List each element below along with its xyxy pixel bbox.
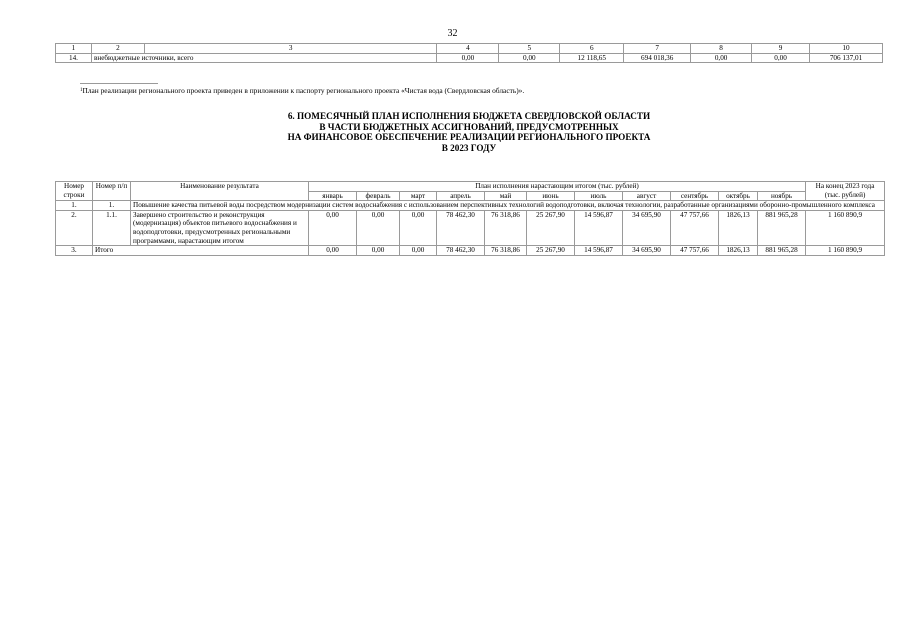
year-end-value: 1 160 890,9: [806, 246, 885, 256]
value-cell: 47 757,66: [671, 246, 719, 256]
value-cell: 0,00: [309, 246, 357, 256]
header-pp: Номер п/п: [93, 182, 131, 201]
month-header: январь: [309, 191, 357, 201]
table-row-total: [56, 246, 885, 256]
header-cell: 7: [624, 44, 691, 54]
value-cell: 0,00: [357, 246, 400, 256]
header-row-number: Номер строки: [56, 182, 93, 201]
table-cell: 694 018,36: [624, 53, 691, 63]
footnote: [80, 86, 524, 95]
row-number: 1.: [56, 201, 93, 211]
month-header: октябрь: [719, 191, 758, 201]
month-header: июнь: [527, 191, 575, 201]
row-pp: 1.: [93, 201, 131, 211]
value-cell: 34 695,90: [623, 246, 671, 256]
header-cell: 9: [752, 44, 810, 54]
month-header: февраль: [357, 191, 400, 201]
table-cell: внебюджетные источники, всего: [91, 53, 437, 63]
header-result-name: Наименование результата: [131, 182, 309, 201]
total-label: Итого: [93, 246, 309, 256]
header-cell: 3: [144, 44, 437, 54]
header-cell: 6: [560, 44, 624, 54]
value-cell: 14 596,87: [575, 246, 623, 256]
value-cell: 76 318,86: [485, 210, 527, 245]
header-cell: 5: [499, 44, 560, 54]
value-cell: 78 462,30: [437, 246, 485, 256]
table-cell: 0,00: [499, 53, 560, 63]
value-cell: 881 965,28: [758, 210, 806, 245]
monthly-plan-table: [55, 181, 885, 256]
table-cell: 706 137,01: [809, 53, 882, 63]
table-header-row: [56, 44, 883, 54]
table-row: [56, 210, 885, 245]
header-year-end: На конец 2023 года (тыс. рублей): [806, 182, 885, 201]
header-cell: 8: [691, 44, 752, 54]
heading-line: НА ФИНАНСОВОЕ ОБЕСПЕЧЕНИЕ РЕАЛИЗАЦИИ РЕГИОНАЛЬНОГО ПРОЕКТА: [287, 132, 651, 143]
table-row: [56, 53, 883, 63]
year-end-value: 1 160 890,9: [806, 210, 885, 245]
heading-line: 6. ПОМЕСЯЧНЫЙ ПЛАН ИСПОЛНЕНИЯ БЮДЖЕТА СВЕРДЛОВСКОЙ ОБЛАСТИ: [287, 111, 651, 121]
row-number: 3.: [56, 246, 93, 256]
table-cell: 0,00: [437, 53, 499, 63]
month-header: ноябрь: [758, 191, 806, 201]
value-cell: 0,00: [357, 210, 400, 245]
header-cell: 10: [809, 44, 882, 54]
result-name: Завершено строительство и реконструкция (модернизация) объектов питьевого водоснабжения и водоподготовки, предусмотренных региональными программами, нарастающим итогом: [131, 210, 309, 245]
continuation-table: [55, 43, 883, 63]
heading-line: В ЧАСТИ БЮДЖЕТНЫХ АССИГНОВАНИЙ, ПРЕДУСМОТРЕННЫХ: [319, 121, 619, 132]
row-number: 2.: [56, 210, 93, 245]
month-header: сентябрь: [671, 191, 719, 201]
header-cell: 2: [91, 44, 144, 54]
header-cell: 4: [437, 44, 499, 54]
value-cell: 34 695,90: [623, 210, 671, 245]
month-header: май: [485, 191, 527, 201]
month-header: апрель: [437, 191, 485, 201]
table-cell: 0,00: [691, 53, 752, 63]
table-header-row: [56, 182, 885, 192]
table-cell: 0,00: [752, 53, 810, 63]
value-cell: 14 596,87: [575, 210, 623, 245]
header-cell: 1: [56, 44, 92, 54]
value-cell: 76 318,86: [485, 246, 527, 256]
table-row: [56, 201, 885, 211]
value-cell: 1826,13: [719, 210, 758, 245]
footnote-mark: 1: [80, 88, 83, 93]
table-cell: 12 118,65: [560, 53, 624, 63]
value-cell: 47 757,66: [671, 210, 719, 245]
value-cell: 78 462,30: [437, 210, 485, 245]
task-description: Повышение качества питьевой воды посредством модернизации систем водоснабжения с использованием перспективных технологий водоподготовки, включая технологии, разработанные организациями оборонно-промышленного комплекса: [131, 201, 885, 211]
header-plan: План исполнения нарастающим итогом (тыс. рублей): [309, 182, 806, 192]
heading-line: В 2023 ГОДУ: [441, 142, 497, 153]
table-cell: 14.: [56, 53, 92, 63]
month-header: август: [623, 191, 671, 201]
section-heading: [0, 111, 905, 153]
row-pp: 1.1.: [93, 210, 131, 245]
footnote-divider: [80, 83, 158, 84]
value-cell: 0,00: [400, 210, 437, 245]
value-cell: 881 965,28: [758, 246, 806, 256]
value-cell: 1826,13: [719, 246, 758, 256]
value-cell: 0,00: [309, 210, 357, 245]
footnote-text: План реализации регионального проекта приведен в приложении к паспорту регионального проекта «Чистая вода (Свердловская область)».: [82, 86, 525, 95]
month-header: июль: [575, 191, 623, 201]
month-header: март: [400, 191, 437, 201]
value-cell: 25 267,90: [527, 210, 575, 245]
value-cell: 25 267,90: [527, 246, 575, 256]
page-number: 32: [447, 28, 458, 39]
value-cell: 0,00: [400, 246, 437, 256]
